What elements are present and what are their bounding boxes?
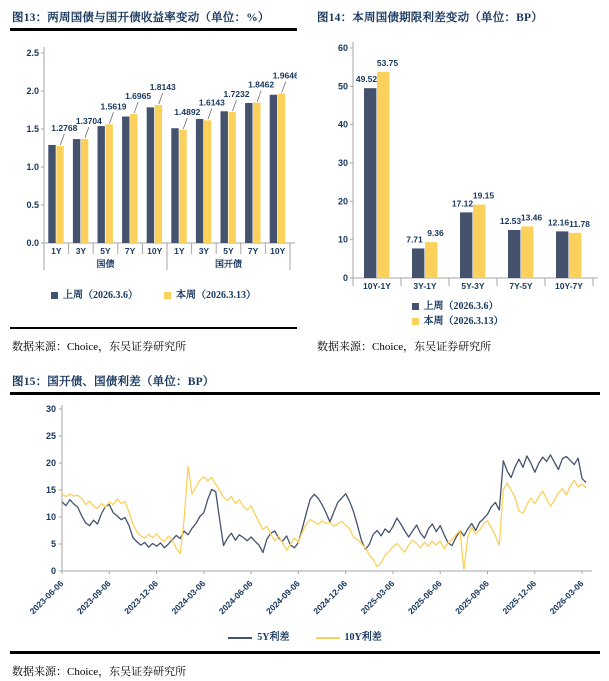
fig13-legend-item-thisweek — [164, 288, 256, 303]
fig14-title: 图14：本周国债期限利差变动（单位：BP） — [317, 12, 543, 24]
fig13-legend — [10, 288, 297, 303]
svg-text:40: 40 — [337, 119, 348, 130]
top-chart-row — [10, 8, 600, 360]
svg-text:2025-12-06: 2025-12-06 — [500, 578, 539, 617]
svg-text:7.71: 7.71 — [406, 234, 423, 245]
svg-text:1.7232: 1.7232 — [223, 89, 250, 100]
svg-text:1.4892: 1.4892 — [174, 106, 201, 117]
svg-text:10Y: 10Y — [147, 246, 163, 256]
line-10y-swatch-icon — [316, 637, 340, 639]
svg-text:0: 0 — [342, 273, 348, 283]
svg-text:1.2768: 1.2768 — [51, 122, 78, 133]
fig14-source: 数据来源：Choice，东吴证券研究所 — [317, 341, 492, 353]
svg-text:15: 15 — [45, 485, 56, 495]
svg-text:2023-09-06: 2023-09-06 — [74, 578, 113, 617]
svg-text:12.53: 12.53 — [499, 215, 522, 226]
svg-text:5Y: 5Y — [223, 246, 234, 256]
svg-text:2023-06-06: 2023-06-06 — [27, 578, 66, 617]
fig15-legend-label-5y: 5Y利差 — [257, 632, 290, 643]
svg-text:2023-12-06: 2023-12-06 — [122, 578, 160, 617]
fig15-legend-label-10y: 10Y利差 — [344, 632, 382, 643]
fig14-legend — [412, 299, 504, 329]
svg-text:10: 10 — [337, 234, 348, 245]
fig14-legend-label-thisweek: 本周（2026.3.13） — [423, 316, 504, 327]
svg-text:1.8462: 1.8462 — [248, 79, 275, 90]
svg-text:49.52: 49.52 — [355, 74, 378, 85]
svg-text:25: 25 — [45, 431, 56, 441]
fig13-source: 数据来源：Choice，东吴证券研究所 — [12, 341, 187, 353]
svg-text:1.5: 1.5 — [26, 124, 39, 134]
svg-text:2.5: 2.5 — [26, 48, 39, 58]
svg-text:1.5619: 1.5619 — [100, 101, 127, 112]
fig13-title-rule — [10, 28, 297, 31]
svg-text:5: 5 — [50, 539, 56, 549]
thisweek-swatch-icon — [412, 318, 419, 325]
fig13-legend-item-lastweek — [51, 288, 138, 303]
svg-text:11.78: 11.78 — [569, 218, 590, 229]
svg-text:9.36: 9.36 — [427, 228, 444, 239]
fig14-panel — [315, 8, 600, 360]
fig15-legend-item-5y — [228, 630, 289, 645]
lastweek-swatch-icon — [51, 292, 58, 299]
svg-text:2025-06-06: 2025-06-06 — [405, 578, 444, 617]
fig13-chart — [10, 37, 297, 288]
svg-text:1.6143: 1.6143 — [198, 97, 225, 108]
svg-text:17.12: 17.12 — [451, 198, 474, 209]
fig15-legend-item-10y — [316, 630, 382, 645]
svg-text:7Y: 7Y — [247, 246, 259, 256]
svg-text:2.0: 2.0 — [26, 86, 39, 96]
svg-text:0: 0 — [50, 566, 56, 576]
fig14-legend-item-thisweek — [412, 314, 504, 329]
fig15-legend — [10, 630, 600, 645]
svg-text:0.5: 0.5 — [26, 200, 39, 210]
line-5y-swatch-icon — [228, 637, 252, 639]
svg-text:2024-03-06: 2024-03-06 — [169, 578, 208, 617]
svg-text:50: 50 — [337, 81, 348, 92]
svg-text:5Y-3Y: 5Y-3Y — [461, 281, 485, 291]
fig14-chart — [315, 34, 600, 297]
fig14-legend-item-lastweek — [412, 299, 499, 314]
svg-text:1Y: 1Y — [51, 246, 62, 256]
svg-text:10Y-7Y: 10Y-7Y — [555, 281, 583, 291]
svg-text:10Y: 10Y — [270, 246, 286, 256]
svg-text:3Y-1Y: 3Y-1Y — [413, 281, 437, 291]
fig13-panel — [10, 8, 297, 360]
thisweek-swatch-icon — [164, 292, 171, 299]
svg-text:13.46: 13.46 — [520, 212, 543, 223]
svg-text:1.8143: 1.8143 — [149, 82, 176, 93]
svg-text:10: 10 — [45, 512, 56, 522]
svg-text:国开债: 国开债 — [214, 259, 243, 269]
fig15-title-rule — [10, 392, 600, 395]
svg-text:2024-09-06: 2024-09-06 — [263, 578, 302, 617]
svg-text:1.3704: 1.3704 — [75, 115, 102, 126]
svg-text:20: 20 — [337, 196, 348, 207]
svg-text:5Y: 5Y — [100, 246, 111, 256]
lastweek-swatch-icon — [412, 303, 419, 310]
svg-text:0.0: 0.0 — [26, 238, 39, 248]
svg-text:2025-09-06: 2025-09-06 — [453, 578, 491, 617]
fig15-source: 数据来源：Choice，东吴证券研究所 — [12, 666, 187, 678]
svg-text:7Y: 7Y — [124, 246, 136, 256]
fig13-legend-label-thisweek: 本周（2026.3.13） — [176, 290, 256, 301]
svg-text:2025-03-06: 2025-03-06 — [358, 578, 397, 617]
svg-text:7Y-5Y: 7Y-5Y — [509, 281, 533, 291]
fig13-title: 图13：两周国债与国开债收益率变动（单位：%） — [12, 12, 270, 24]
svg-text:20: 20 — [45, 458, 56, 468]
fig13-legend-label-lastweek: 上周（2026.3.6） — [63, 290, 138, 301]
fig15-title: 图15：国开债、国债利差（单位：BP） — [12, 376, 215, 388]
svg-text:3Y: 3Y — [75, 246, 87, 256]
svg-text:2024-06-06: 2024-06-06 — [216, 578, 255, 617]
svg-text:1.6965: 1.6965 — [125, 91, 152, 102]
svg-text:2024-12-06: 2024-12-06 — [311, 578, 350, 617]
svg-text:3Y: 3Y — [198, 246, 210, 256]
svg-text:10Y-1Y: 10Y-1Y — [363, 281, 391, 291]
fig15-chart — [10, 401, 600, 630]
svg-text:30: 30 — [45, 404, 56, 414]
svg-text:53.75: 53.75 — [376, 57, 399, 68]
svg-text:1Y: 1Y — [174, 246, 185, 256]
svg-text:19.15: 19.15 — [472, 190, 495, 201]
fig15-panel — [10, 372, 600, 681]
svg-text:1.0: 1.0 — [26, 162, 39, 172]
svg-text:30: 30 — [337, 158, 348, 168]
svg-text:12.16: 12.16 — [547, 217, 570, 228]
svg-text:60: 60 — [337, 43, 348, 53]
fig14-legend-label-lastweek: 上周（2026.3.6） — [423, 301, 499, 312]
svg-text:国债: 国债 — [96, 259, 115, 269]
svg-text:1.9646: 1.9646 — [272, 70, 297, 81]
svg-text:2026-03-06: 2026-03-06 — [547, 578, 586, 617]
